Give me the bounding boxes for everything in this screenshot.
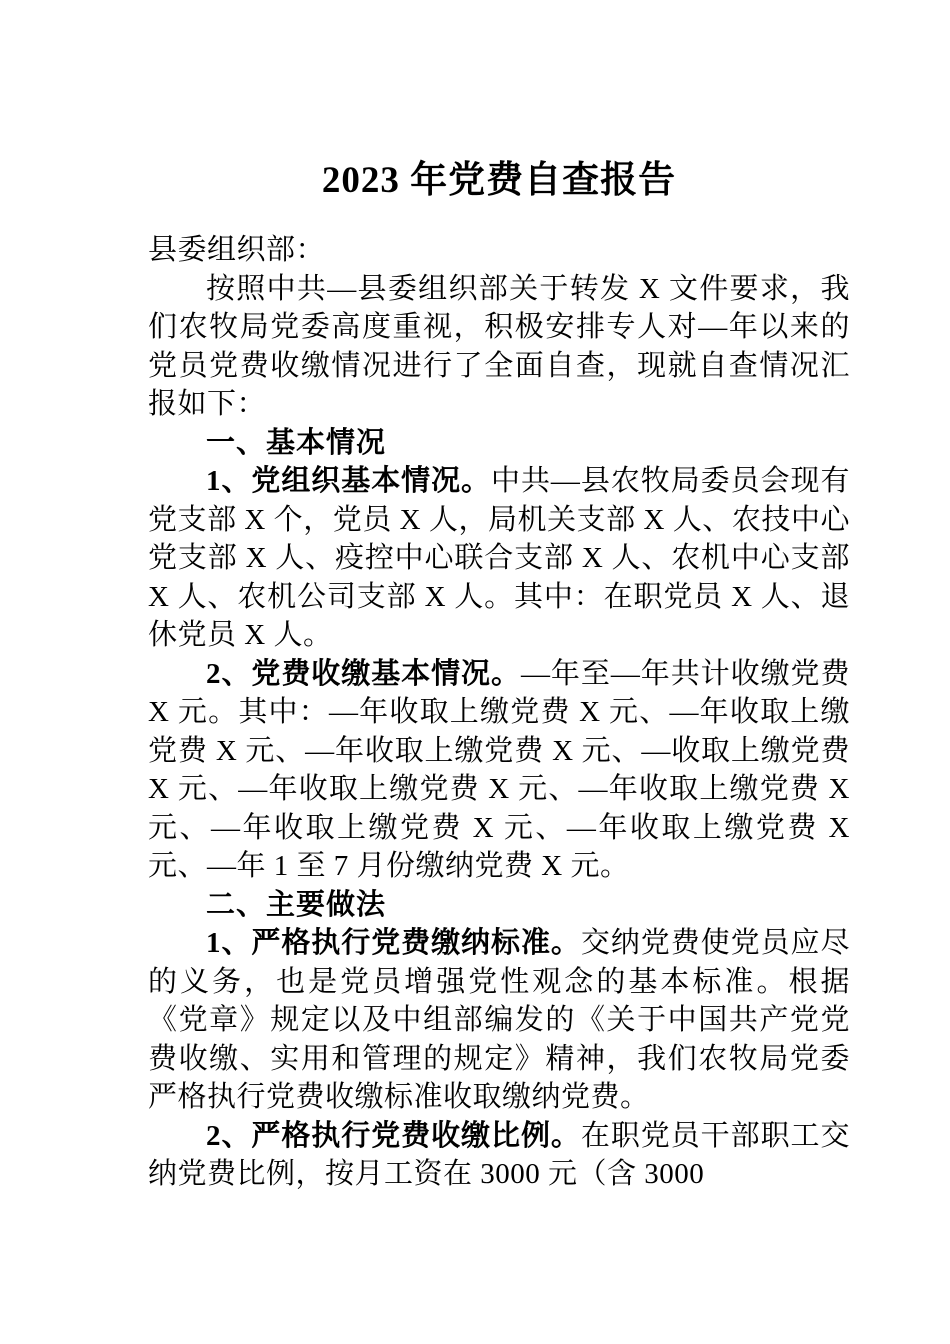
paragraph (148, 1117, 850, 1194)
paragraph-text: 在职党员干部职工交纳党费比例，按月工资在 3000 元（含 3000 (148, 1119, 850, 1191)
paragraph (148, 462, 850, 655)
heading-text: 一、基本情况 (206, 426, 387, 459)
paragraph-text: —年至—年共计收缴党费 X 元。其中：—年收取上缴党费 X 元、—年收取上缴党费 X 元、—年收取上缴党费 X 元、—收取上缴党费 X 元、—年收取上缴党费 X 元、—年收取上缴党费 X 元、—年收取上缴党费 X 元、—年收取上缴党费 X 元、—年 1 至 7 月份缴纳党费 X 元。 (148, 657, 850, 883)
paragraph-text: 交纳党费使党员应尽的义务，也是党员增强党性观念的基本标准。根据《党章》规定以及中组部编发的《关于中国共产党党费收缴、实用和管理的规定》精神，我们农牧局党委严格执行党费收缴标准收取缴纳党费。 (148, 927, 850, 1114)
paragraph-text: 按照中共—县委组织部关于转发 X 文件要求，我们农牧局党委高度重视，积极安排专人对—年以来的党员党费收缴情况进行了全面自查，现就自查情况汇报如下： (148, 272, 850, 421)
document-body (148, 231, 850, 1194)
paragraph (148, 924, 850, 1117)
salutation (148, 231, 850, 270)
paragraph-lead: 2、党费收缴基本情况。 (206, 657, 521, 690)
document-title: 2023 年党费自查报告 (321, 160, 677, 201)
paragraph-text: 县委组织部： (148, 234, 326, 267)
document-content (148, 158, 850, 1194)
paragraph-lead: 2、严格执行党费收缴比例。 (206, 1119, 581, 1152)
paragraph-lead: 1、严格执行党费缴纳标准。 (206, 927, 581, 960)
section-heading (148, 886, 850, 925)
paragraph (148, 655, 850, 886)
paragraph-text: 中共—县农牧局委员会现有党支部 X 个，党员 X 人，局机关支部 X 人、农技中心党支部 X 人、疫控中心联合支部 X 人、农机中心支部 X 人、农机公司支部 X 人。其中：在职党员 X 人、退休党员 X 人。 (148, 465, 850, 652)
heading-text: 二、主要做法 (206, 888, 387, 921)
paragraph-lead: 1、党组织基本情况。 (206, 465, 492, 498)
paragraph (148, 270, 850, 424)
section-heading (148, 424, 850, 463)
